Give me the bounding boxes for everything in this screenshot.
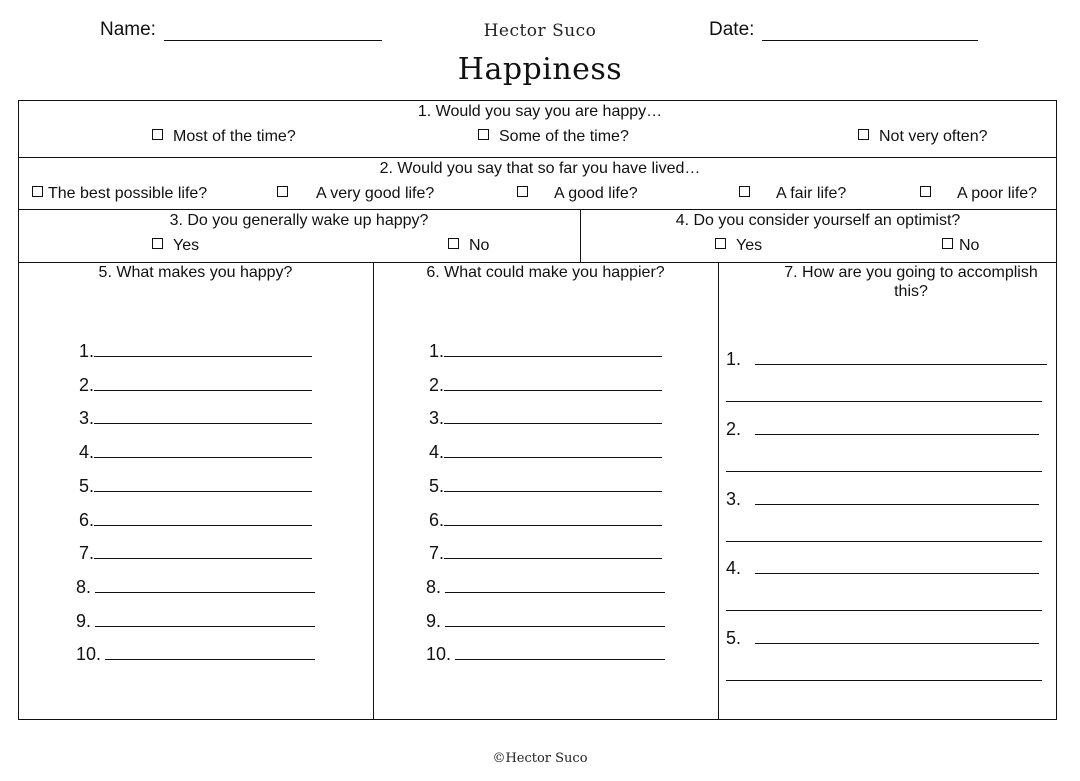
table-border-top <box>18 100 1057 101</box>
col-divider-2 <box>718 262 719 720</box>
q7-answer-line[interactable] <box>726 489 1039 510</box>
answer-line[interactable] <box>429 341 662 362</box>
line-number: 4. <box>726 558 742 579</box>
answer-line[interactable] <box>76 611 315 632</box>
line-number: 7. <box>79 543 95 564</box>
q1-question: 1. Would you say you are happy… <box>417 103 663 120</box>
answer-blank[interactable] <box>444 544 662 559</box>
q6-question: 6. What could make you happier? <box>426 264 665 281</box>
row-divider-2 <box>18 209 1057 210</box>
q4-question: 4. Do you consider yourself an optimist? <box>675 212 961 229</box>
line-number: 5. <box>429 475 445 496</box>
answer-blank[interactable] <box>444 342 662 357</box>
q4-option-yes[interactable]: Yes <box>715 237 762 255</box>
checkbox[interactable] <box>152 129 163 140</box>
answer-line[interactable] <box>429 408 662 429</box>
copyright-footer: ©Hector Suco <box>492 751 588 766</box>
q3-option-yes[interactable]: Yes <box>152 237 199 255</box>
author-name: Hector Suco <box>483 21 597 41</box>
q7-answer-line[interactable] <box>726 419 1039 440</box>
line-number: 8. <box>426 576 442 597</box>
checkbox[interactable] <box>715 238 726 249</box>
checkbox[interactable] <box>277 186 288 197</box>
q7-continuation-line[interactable] <box>726 541 1042 542</box>
line-number: 6. <box>79 509 95 530</box>
answer-blank[interactable] <box>445 578 665 593</box>
answer-blank[interactable] <box>755 559 1039 574</box>
answer-blank[interactable] <box>94 443 312 458</box>
line-number: 1. <box>429 341 445 361</box>
answer-blank[interactable] <box>755 490 1039 505</box>
q2-option-good[interactable]: A good life? <box>517 185 638 203</box>
answer-blank[interactable] <box>94 376 312 391</box>
col-divider-1 <box>373 262 374 720</box>
line-number: 8. <box>76 576 92 597</box>
row-divider-1 <box>18 157 1057 158</box>
answer-blank[interactable] <box>444 477 662 492</box>
line-number: 3. <box>726 488 742 509</box>
answer-line[interactable] <box>429 442 662 463</box>
q2-option-best[interactable]: The best possible life? <box>32 185 207 203</box>
answer-line[interactable] <box>79 375 312 396</box>
q7-continuation-line[interactable] <box>726 680 1042 681</box>
answer-blank[interactable] <box>444 376 662 391</box>
answer-blank[interactable] <box>95 612 315 627</box>
answer-blank[interactable] <box>755 350 1047 365</box>
answer-blank[interactable] <box>95 578 315 593</box>
q7-answer-line[interactable] <box>726 558 1039 579</box>
answer-line[interactable] <box>79 442 312 463</box>
answer-line[interactable] <box>79 476 312 497</box>
answer-blank[interactable] <box>444 409 662 424</box>
q2-option-poor[interactable]: A poor life? <box>920 185 1037 203</box>
name-label: Name: <box>100 19 156 40</box>
line-number: 9. <box>426 610 442 631</box>
q7-continuation-line[interactable] <box>726 471 1042 472</box>
answer-line[interactable] <box>426 644 665 665</box>
q7-answer-line[interactable] <box>726 628 1039 649</box>
answer-line[interactable] <box>76 644 315 665</box>
answer-line[interactable] <box>429 375 662 396</box>
answer-line[interactable] <box>79 408 312 429</box>
q1-option-some[interactable]: Some of the time? <box>478 128 629 146</box>
answer-blank[interactable] <box>105 645 315 660</box>
q7-continuation-line[interactable] <box>726 610 1042 611</box>
line-number: 4. <box>429 442 445 463</box>
q7-answer-line[interactable] <box>726 349 1047 370</box>
line-number: 5. <box>79 475 95 496</box>
q1-option-most[interactable]: Most of the time? <box>152 128 296 146</box>
line-number: 2. <box>726 418 742 439</box>
answer-line[interactable] <box>429 476 662 497</box>
checkbox[interactable] <box>448 238 459 249</box>
answer-blank[interactable] <box>444 443 662 458</box>
row-divider-3 <box>18 262 1057 263</box>
q7-question-line1: 7. How are you going to accomplish <box>784 264 1038 281</box>
q1-option-not-often[interactable]: Not very often? <box>858 128 988 146</box>
q4-option-no[interactable]: No <box>942 237 979 255</box>
answer-line[interactable] <box>79 543 312 564</box>
checkbox[interactable] <box>920 186 931 197</box>
line-number: 3. <box>429 408 445 429</box>
line-number: 10. <box>426 644 452 665</box>
answer-blank[interactable] <box>94 409 312 424</box>
answer-line[interactable] <box>429 543 662 564</box>
line-number: 10. <box>76 644 102 665</box>
answer-blank[interactable] <box>94 342 312 357</box>
checkbox[interactable] <box>942 238 953 249</box>
answer-line[interactable] <box>426 577 665 598</box>
answer-line[interactable] <box>79 341 312 362</box>
answer-line[interactable] <box>76 577 315 598</box>
q5-question: 5. What makes you happy? <box>98 264 293 281</box>
q3-question: 3. Do you generally wake up happy? <box>169 212 429 229</box>
answer-blank[interactable] <box>94 544 312 559</box>
line-number: 2. <box>79 374 95 395</box>
checkbox[interactable] <box>478 129 489 140</box>
answer-blank[interactable] <box>444 511 662 526</box>
table-border-right <box>1056 100 1057 720</box>
q2-option-very-good[interactable]: A very good life? <box>277 185 434 203</box>
table-border-bottom <box>18 719 1057 720</box>
line-number: 1. <box>726 349 742 369</box>
answer-blank[interactable] <box>755 420 1039 435</box>
answer-blank[interactable] <box>755 629 1039 644</box>
line-number: 9. <box>76 610 92 631</box>
answer-line[interactable] <box>426 611 665 632</box>
answer-line[interactable] <box>429 510 662 531</box>
line-number: 2. <box>429 374 445 395</box>
checkbox[interactable] <box>517 186 528 197</box>
q2-question: 2. Would you say that so far you have lived… <box>379 160 701 177</box>
date-label: Date: <box>709 19 755 40</box>
line-number: 4. <box>79 442 95 463</box>
answer-blank[interactable] <box>94 477 312 492</box>
answer-blank[interactable] <box>445 612 665 627</box>
q2-option-fair[interactable]: A fair life? <box>739 185 846 203</box>
table-border-left <box>18 100 19 720</box>
checkbox[interactable] <box>152 238 163 249</box>
q7-question-line2: this? <box>894 283 928 300</box>
line-number: 5. <box>726 628 742 649</box>
checkbox[interactable] <box>858 129 869 140</box>
line-number: 7. <box>429 543 445 564</box>
answer-blank[interactable] <box>94 511 312 526</box>
q3-option-no[interactable]: No <box>448 237 489 255</box>
date-field[interactable] <box>709 19 978 41</box>
checkbox[interactable] <box>739 186 750 197</box>
line-number: 3. <box>79 408 95 429</box>
q7-continuation-line[interactable] <box>726 401 1042 402</box>
page-title: Happiness <box>457 52 623 87</box>
date-blank[interactable] <box>762 22 978 41</box>
answer-line[interactable] <box>79 510 312 531</box>
line-number: 1. <box>79 341 95 361</box>
checkbox[interactable] <box>32 186 43 197</box>
answer-blank[interactable] <box>455 645 665 660</box>
line-number: 6. <box>429 509 445 530</box>
